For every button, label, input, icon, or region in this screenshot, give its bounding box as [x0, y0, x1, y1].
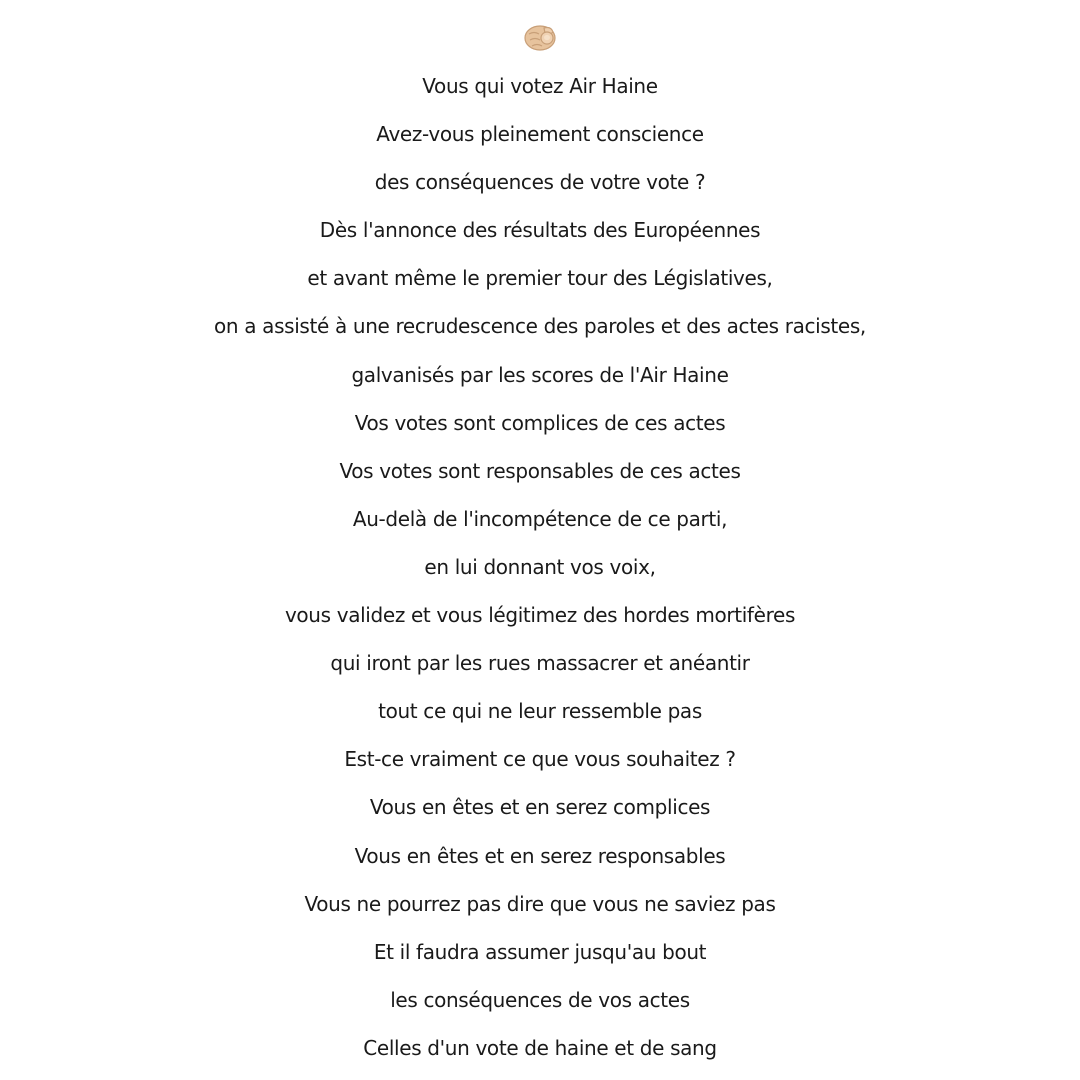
- poem-line: qui iront par les rues massacrer et anéantir: [330, 651, 750, 676]
- poem-line: Vos votes sont complices de ces actes: [354, 410, 726, 435]
- poem-line: Et il faudra assumer jusqu'au bout: [373, 939, 707, 964]
- poem-line: vous validez et vous légitimez des hordes mortifères: [284, 603, 796, 628]
- poem-line: galvanisés par les scores de l'Air Haine: [351, 362, 729, 387]
- poem-line: des conséquences de votre vote ?: [374, 170, 706, 195]
- poem-line: et avant même le premier tour des Législatives,: [307, 266, 773, 291]
- poem-line: Vous ne pourrez pas dire que vous ne saviez pas: [304, 891, 776, 916]
- poem-line: Vous en êtes et en serez complices: [369, 795, 711, 820]
- poem-line: Avez-vous pleinement conscience: [376, 122, 704, 147]
- poem-line: on a assisté à une recrudescence des paroles et des actes racistes,: [214, 314, 866, 339]
- pointing-at-viewer-icon: [520, 16, 560, 56]
- poem-line: Celles d'un vote de haine et de sang: [363, 1035, 717, 1060]
- poem-line: Vous qui votez Air Haine: [422, 74, 658, 98]
- poem-line: les conséquences de vos actes: [390, 987, 690, 1012]
- poem-line: Est-ce vraiment ce que vous souhaitez ?: [344, 747, 736, 772]
- poem-line: Au-delà de l'incompétence de ce parti,: [352, 506, 728, 531]
- poem-line: tout ce qui ne leur ressemble pas: [378, 699, 702, 724]
- poem-line: Dès l'annonce des résultats des Européennes: [319, 218, 761, 243]
- poem-line: Vous en êtes et en serez responsables: [354, 843, 726, 868]
- poem-text: [0, 64, 1080, 1074]
- poem-line: Vos votes sont responsables de ces actes: [339, 458, 741, 483]
- poem-line: en lui donnant vos voix,: [424, 554, 656, 579]
